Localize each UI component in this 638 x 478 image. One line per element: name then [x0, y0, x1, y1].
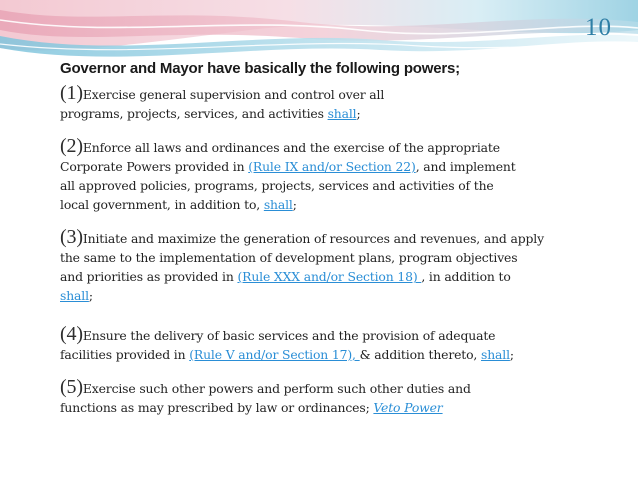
item-text: , and implement — [415, 159, 516, 174]
shall-link[interactable]: shall — [263, 197, 293, 212]
rule-reference-link[interactable]: (Rule V and/or Section 17), — [189, 347, 360, 362]
item-punct: ; — [88, 288, 93, 303]
item-text: the same to the implementation of development plans, program objectives — [60, 250, 518, 265]
item-text: functions as may prescribed by law or ordinances; — [60, 400, 374, 415]
power-item-1 — [60, 84, 620, 123]
power-item-5 — [60, 378, 620, 417]
shall-link[interactable]: shall — [60, 288, 89, 303]
rule-reference-link[interactable]: (Rule IX and/or Section 22) — [248, 159, 416, 174]
item-text: & addition thereto, — [359, 347, 482, 362]
item-text: Exercise general supervision and control over all — [82, 87, 385, 102]
item-number: (1) — [60, 82, 83, 104]
item-punct: ; — [356, 106, 361, 121]
item-punct: ; — [509, 347, 514, 362]
decorative-wave-banner — [0, 0, 638, 62]
rule-reference-link[interactable]: (Rule XXX and/or Section 18) — [237, 269, 422, 284]
item-text: Initiate and maximize the generation of resources and revenues, and apply — [82, 231, 544, 246]
slide-number: 10 — [585, 14, 612, 41]
slide-heading: Governor and Mayor have basically the following powers; — [60, 60, 460, 77]
power-item-3 — [60, 228, 620, 305]
item-text: Enforce all laws and ordinances and the exercise of the appropriate — [82, 140, 500, 155]
item-text: all approved policies, programs, projects, services and activities of the — [60, 178, 494, 193]
shall-link[interactable]: shall — [481, 347, 510, 362]
item-number: (2) — [60, 135, 83, 157]
power-item-2 — [60, 137, 620, 214]
item-text: Corporate Powers provided in — [60, 159, 249, 174]
shall-link[interactable]: shall — [327, 106, 357, 121]
item-text: Exercise such other powers and perform such other duties and — [82, 381, 471, 396]
item-number: (4) — [60, 323, 83, 345]
item-text: Ensure the delivery of basic services and the provision of adequate — [82, 328, 496, 343]
item-text: local government, in addition to, — [60, 197, 264, 212]
item-text: programs, projects, services, and activities — [60, 106, 328, 121]
item-text: and priorities as provided in — [60, 269, 238, 284]
item-text: facilities provided in — [60, 347, 190, 362]
item-number: (5) — [60, 376, 83, 398]
veto-power-link[interactable]: Veto Power — [373, 400, 443, 415]
item-number: (3) — [60, 226, 83, 248]
power-item-4 — [60, 325, 620, 364]
item-text: , in addition to — [421, 269, 511, 284]
item-punct: ; — [292, 197, 297, 212]
